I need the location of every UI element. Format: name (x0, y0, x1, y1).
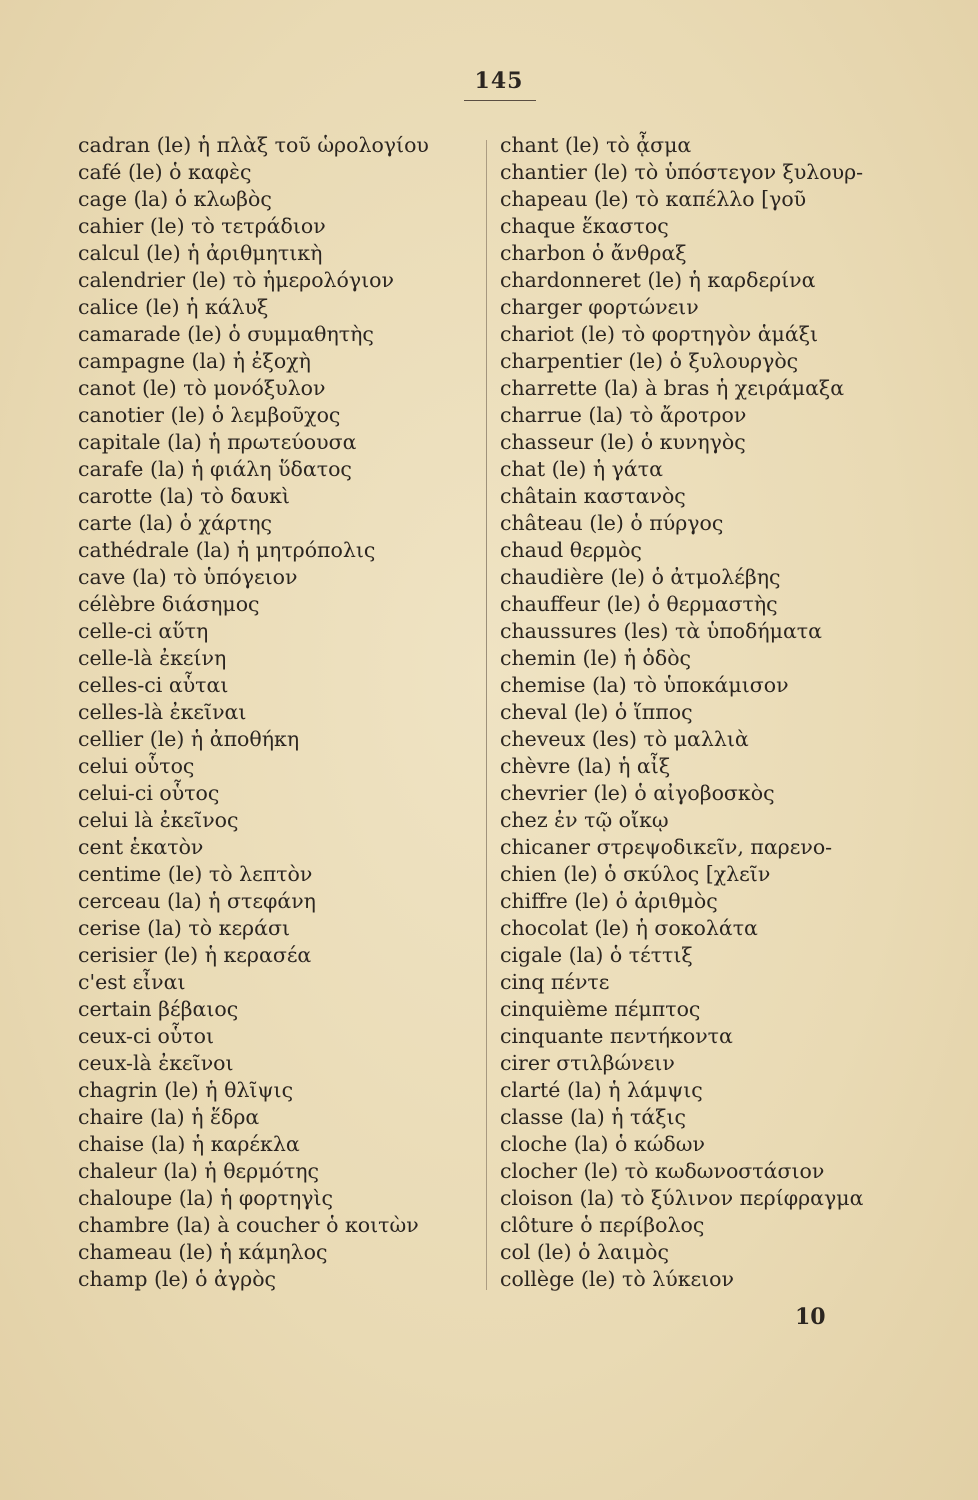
dictionary-entry: cent ἑκατὸν (78, 835, 204, 859)
dictionary-entry: château (le) ὁ πύργος (500, 511, 724, 535)
dictionary-entry: cheval (le) ὁ ἵππος (500, 700, 693, 724)
dictionary-entry: cigale (la) ὁ τέττιξ (500, 943, 693, 967)
dictionary-entry: calcul (le) ἡ ἀριθμητικὴ (78, 241, 323, 265)
dictionary-entry: chez ἐν τῷ οἴκῳ (500, 808, 669, 832)
dictionary-entry: celle-là ἐκείνη (78, 646, 227, 670)
dictionary-entry: c'est εἶναι (78, 970, 186, 994)
dictionary-entry: chardonneret (le) ἡ καρδερίνα (500, 268, 816, 292)
dictionary-entry: chant (le) τὸ ᾆσμα (500, 133, 692, 157)
dictionary-entry: col (le) ὁ λαιμὸς (500, 1240, 669, 1264)
dictionary-entry: canotier (le) ὁ λεμβοῦχος (78, 403, 341, 427)
dictionary-entry: celles-ci αὗται (78, 673, 229, 697)
dictionary-entry: celui-ci οὗτος (78, 781, 220, 805)
dictionary-entry: cahier (le) τὸ τετράδιον (78, 214, 326, 238)
page-number: 145 (474, 68, 524, 94)
dictionary-entry: chiffre (le) ὁ ἀριθμὸς (500, 889, 718, 913)
dictionary-entry: cloche (la) ὁ κώδων (500, 1132, 705, 1156)
dictionary-entry: charbon ὁ ἄνθραξ (500, 241, 687, 265)
dictionary-entry: calendrier (le) τὸ ἡμερολόγιον (78, 268, 394, 292)
dictionary-entry: chien (le) ὁ σκύλος [χλεῖν (500, 862, 771, 886)
column-divider (486, 140, 487, 1290)
dictionary-entry: capitale (la) ἡ πρωτεύουσα (78, 430, 357, 454)
dictionary-entry: chambre (la) à coucher ὁ κοιτὼν (78, 1213, 419, 1237)
dictionary-entry: cerisier (le) ἡ κερασέα (78, 943, 312, 967)
dictionary-entry: chaire (la) ἡ ἕδρα (78, 1105, 260, 1129)
dictionary-entry: cinquante πεντήκοντα (500, 1024, 733, 1048)
dictionary-entry: chocolat (le) ἡ σοκολάτα (500, 916, 758, 940)
dictionary-entry: cinq πέντε (500, 970, 610, 994)
dictionary-entry: carte (la) ὁ χάρτης (78, 511, 272, 535)
dictionary-entry: chantier (le) τὸ ὑπόστεγον ξυλουρ- (500, 160, 864, 184)
dictionary-entry: chaleur (la) ἡ θερμότης (78, 1159, 319, 1183)
dictionary-entry: chaudière (le) ὁ ἀτμολέβης (500, 565, 781, 589)
dictionary-entry: cerceau (la) ἡ στεφάνη (78, 889, 316, 913)
dictionary-entry: chemin (le) ἡ ὁδὸς (500, 646, 692, 670)
dictionary-entry: chauffeur (le) ὁ θερμαστὴς (500, 592, 778, 616)
dictionary-entry: chaloupe (la) ἡ φορτηγὶς (78, 1186, 334, 1210)
dictionary-entry: chemise (la) τὸ ὑποκάμισον (500, 673, 789, 697)
dictionary-entry: carafe (la) ἡ φιάλη ὕδατος (78, 457, 352, 481)
dictionary-entry: celles-là ἐκεῖναι (78, 700, 247, 724)
dictionary-entry: châtain καστανὸς (500, 484, 686, 508)
dictionary-entry: chariot (le) τὸ φορτηγὸν ἁμάξι (500, 322, 819, 346)
dictionary-entry: clôture ὁ περίβολος (500, 1213, 705, 1237)
sheet-signature-number: 10 (795, 1304, 826, 1330)
right-column-entries (500, 132, 920, 1293)
dictionary-entry: cage (la) ὁ κλωβὸς (78, 187, 272, 211)
dictionary-entry: champ (le) ὁ ἀγρὸς (78, 1267, 277, 1291)
dictionary-entry: cellier (le) ἡ ἀποθήκη (78, 727, 300, 751)
dictionary-entry: chameau (le) ἡ κάμηλος (78, 1240, 328, 1264)
dictionary-entry: chasseur (le) ὁ κυνηγὸς (500, 430, 746, 454)
dictionary-entry: classe (la) ἡ τάξις (500, 1105, 687, 1129)
dictionary-entry: chaque ἕκαστος (500, 214, 669, 238)
dictionary-entry: chaud θερμὸς (500, 538, 642, 562)
dictionary-entry: charrue (la) τὸ ἄροτρον (500, 403, 747, 427)
dictionary-entry: chicaner στρεψοδικεῖν, παρενο- (500, 835, 833, 859)
dictionary-entry: chapeau (le) τὸ καπέλλο [γοῦ (500, 187, 807, 211)
dictionary-entry: clocher (le) τὸ κωδωνοστάσιον (500, 1159, 825, 1183)
dictionary-entry: ceux-là ἐκεῖνοι (78, 1051, 234, 1075)
dictionary-entry: certain βέβαιος (78, 997, 239, 1021)
dictionary-entry: celui οὗτος (78, 754, 195, 778)
dictionary-entry: café (le) ὁ καφὲς (78, 160, 252, 184)
left-column-entries (78, 132, 478, 1293)
dictionary-entry: chagrin (le) ἡ θλῖψις (78, 1078, 294, 1102)
dictionary-entry: chèvre (la) ἡ αἶξ (500, 754, 671, 778)
dictionary-entry: calice (le) ἡ κάλυξ (78, 295, 269, 319)
dictionary-entry: celui là ἐκεῖνος (78, 808, 239, 832)
dictionary-entry: chaise (la) ἡ καρέκλα (78, 1132, 300, 1156)
dictionary-entry: collège (le) τὸ λύκειον (500, 1267, 734, 1291)
dictionary-entry: cerise (la) τὸ κεράσι (78, 916, 290, 940)
dictionary-entry: cloison (la) τὸ ξύλινον περίφραγμα (500, 1186, 864, 1210)
dictionary-entry: charpentier (le) ὁ ξυλουργὸς (500, 349, 799, 373)
dictionary-entry: charger φορτώνειν (500, 295, 699, 319)
dictionary-entry: cheveux (les) τὸ μαλλιὰ (500, 727, 749, 751)
dictionary-entry: celle-ci αὕτη (78, 619, 209, 643)
dictionary-entry: clarté (la) ἡ λάμψις (500, 1078, 703, 1102)
dictionary-entry: canot (le) τὸ μονόξυλον (78, 376, 326, 400)
dictionary-entry: campagne (la) ἡ ἐξοχὴ (78, 349, 311, 373)
dictionary-entry: célèbre διάσημος (78, 592, 260, 616)
dictionary-entry: centime (le) τὸ λεπτὸν (78, 862, 313, 886)
page-number-rule (464, 100, 536, 101)
dictionary-entry: chaussures (les) τὰ ὑποδήματα (500, 619, 822, 643)
dictionary-entry: cave (la) τὸ ὑπόγειον (78, 565, 298, 589)
dictionary-entry: camarade (le) ὁ συμμαθητὴς (78, 322, 374, 346)
dictionary-entry: carotte (la) τὸ δαυκὶ (78, 484, 290, 508)
dictionary-entry: chat (le) ἡ γάτα (500, 457, 663, 481)
dictionary-entry: cathédrale (la) ἡ μητρόπολις (78, 538, 376, 562)
dictionary-entry: charrette (la) à bras ἡ χειράμαξα (500, 376, 845, 400)
dictionary-entry: cirer στιλβώνειν (500, 1051, 675, 1075)
dictionary-entry: cadran (le) ἡ πλὰξ τοῦ ὡρολογίου (78, 133, 429, 157)
dictionary-entry: chevrier (le) ὁ αἰγοβοσκὸς (500, 781, 775, 805)
dictionary-entry: cinquième πέμπτος (500, 997, 701, 1021)
dictionary-entry: ceux-ci οὗτοι (78, 1024, 215, 1048)
